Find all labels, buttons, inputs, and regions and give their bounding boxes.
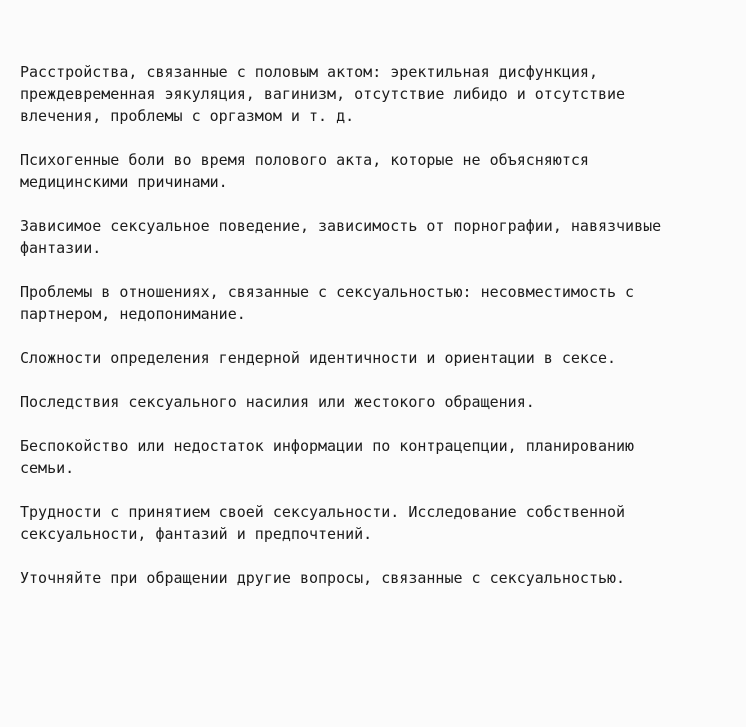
document-body <box>20 61 740 611</box>
paragraph-abuse-consequences: Последствия сексуального насилия или жестокого обращения. <box>20 393 535 411</box>
paragraph-psychogenic-pain: Психогенные боли во время полового акта, которые не объясняются медицинскими причинами. <box>20 151 589 191</box>
paragraph-addictive-behavior: Зависимое сексуальное поведение, зависимость от порнографии, навязчивые фантазии. <box>20 217 662 257</box>
paragraph-gender-identity: Сложности определения гендерной идентичности и ориентации в сексе. <box>20 349 617 367</box>
paragraph-sexual-dysfunctions: Расстройства, связанные с половым актом: эректильная дисфункция, преждевременная эякуляция, вагинизм, отсутствие либидо и отсутствие влечения, проблемы с оргазмом и т. д. <box>20 63 626 125</box>
paragraph-self-acceptance: Трудности с принятием своей сексуальности. Исследование собственной сексуальности, фантазий и предпочтений. <box>20 503 626 543</box>
paragraph-relationship-problems: Проблемы в отношениях, связанные с сексуальностью: несовместимость с партнером, недопонимание. <box>20 283 635 323</box>
paragraph-other-questions: Уточняйте при обращении другие вопросы, связанные с сексуальностью. <box>20 569 626 587</box>
paragraph-contraception: Беспокойство или недостаток информации по контрацепции, планированию семьи. <box>20 437 635 477</box>
